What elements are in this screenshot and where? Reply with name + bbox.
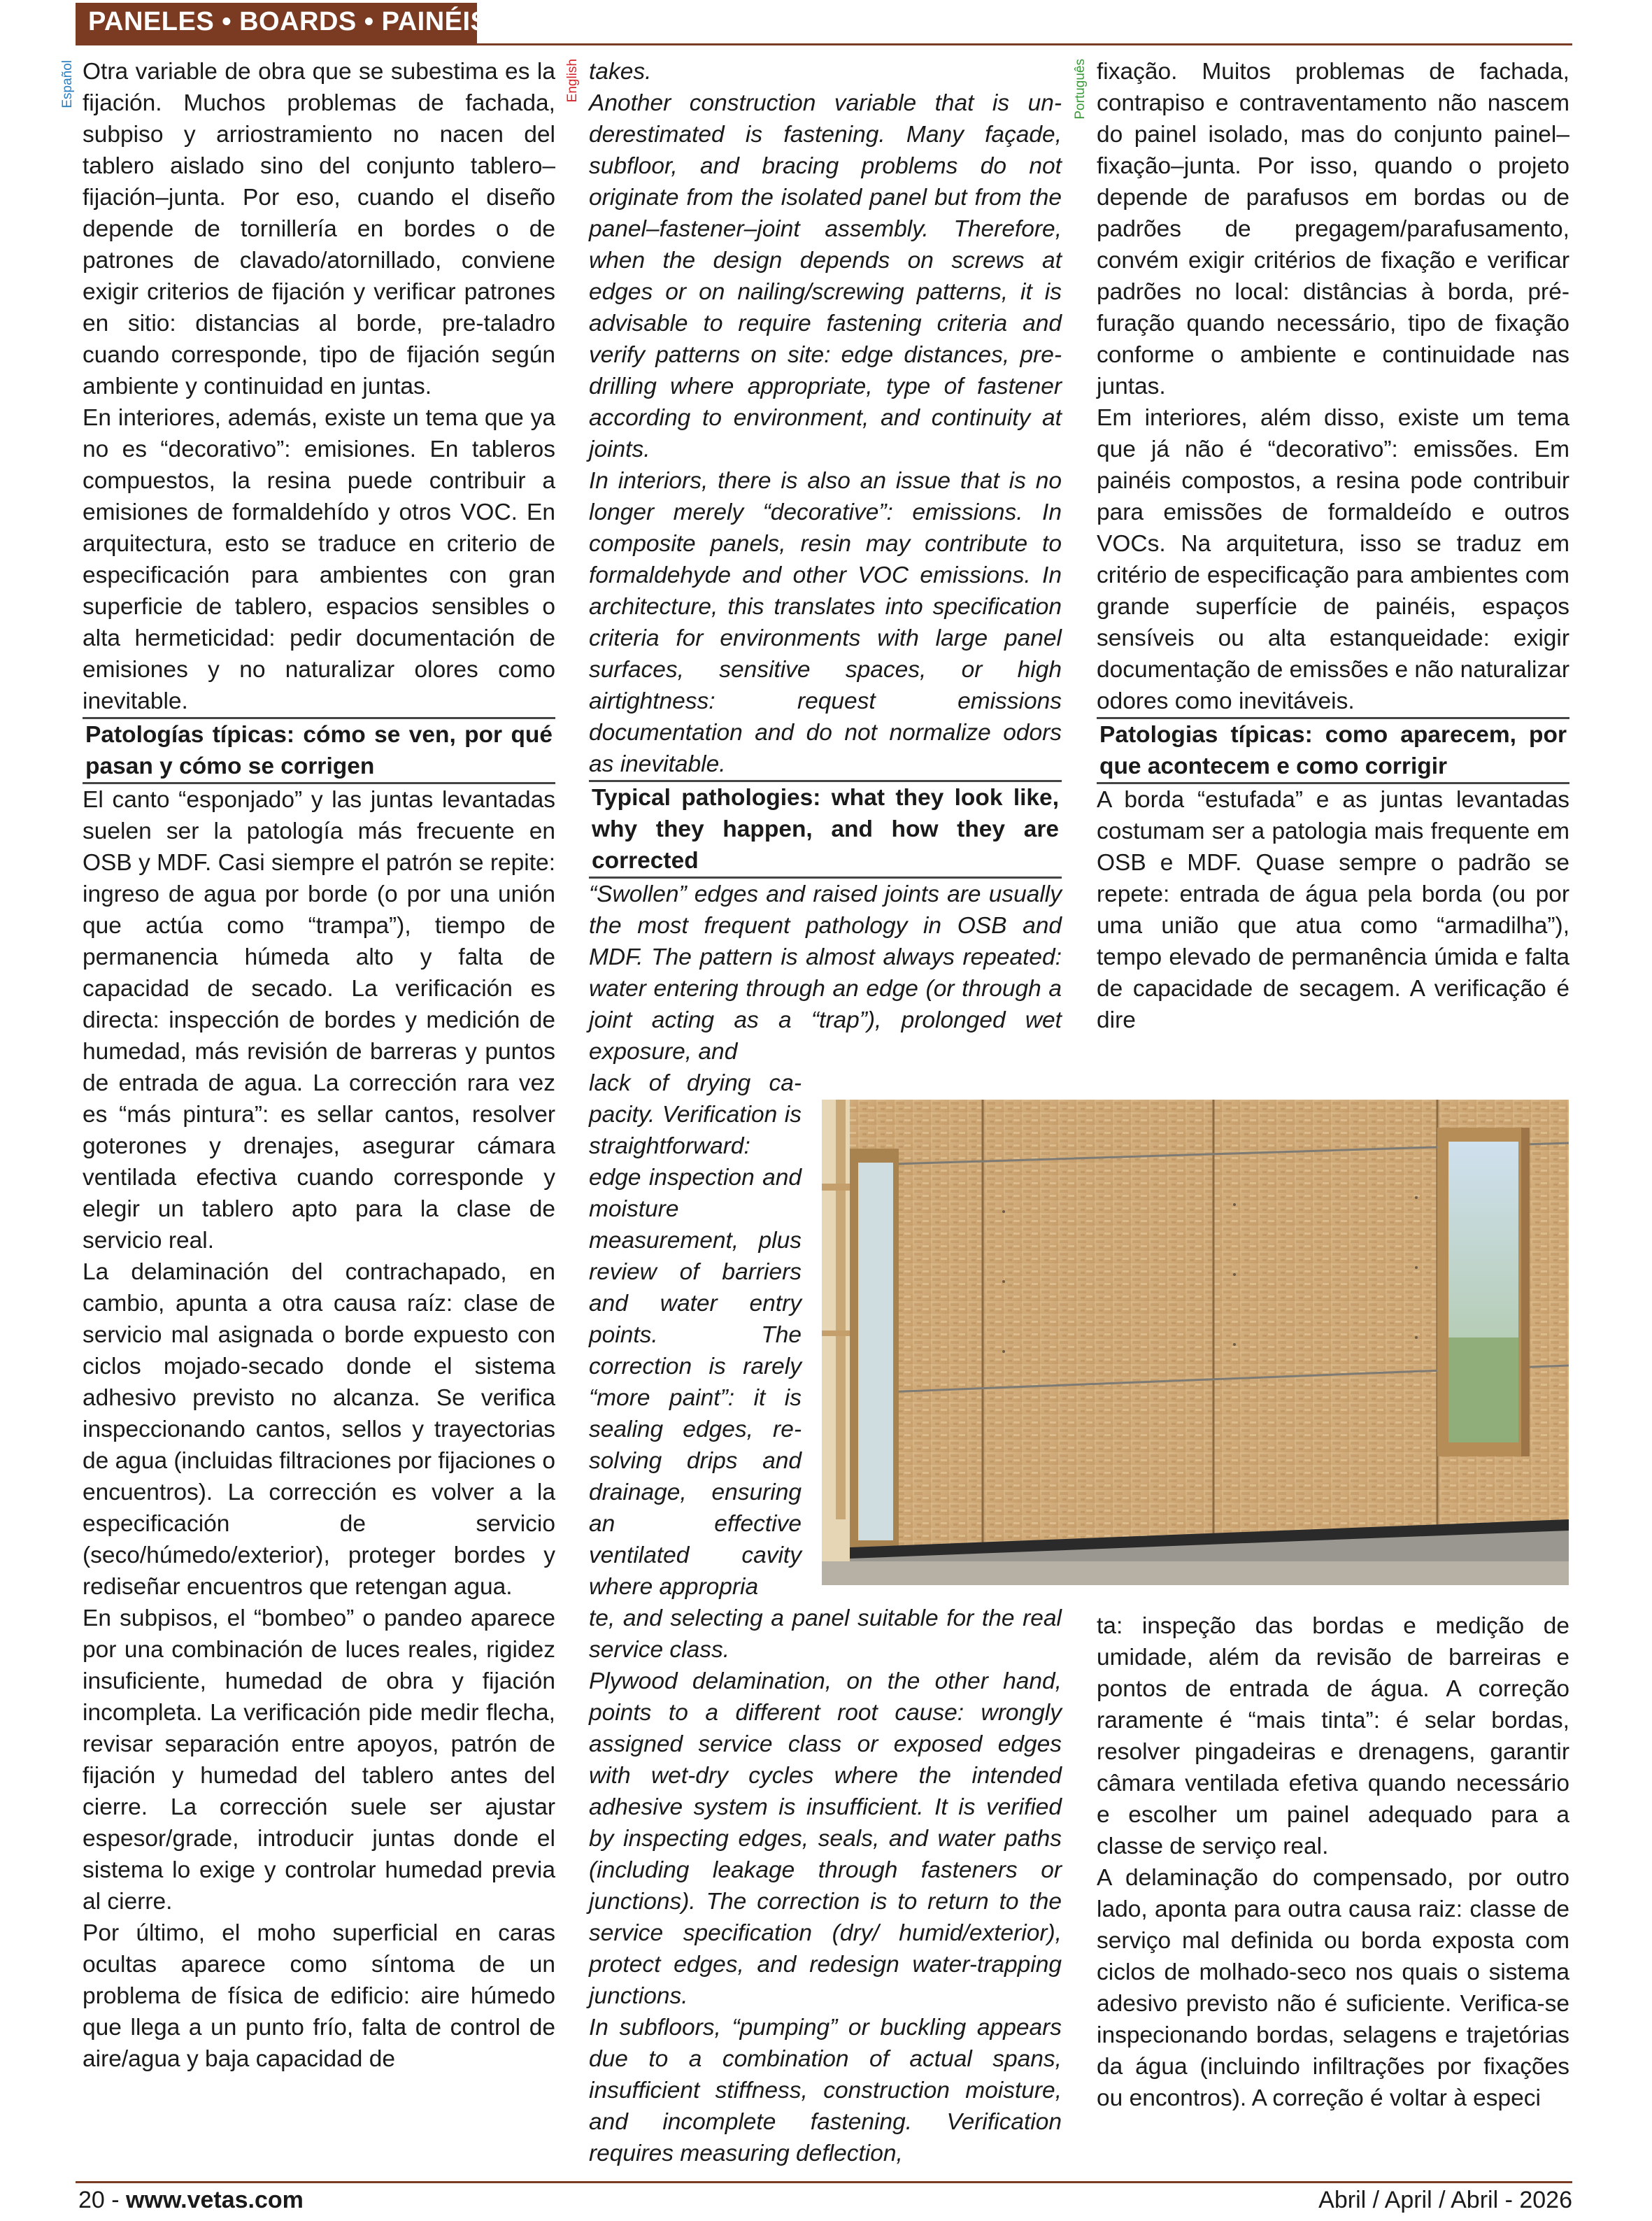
osb-wall-photo: [822, 1100, 1569, 1585]
en-paragraph-3a: “Swollen” edges and raised joints are usually the most frequent pathology in OSB and MDF. The pattern is almost always repeated: water entering through an edge (or through a joint acting as a “trap”), prolonged wet exposure, and: [589, 881, 1062, 1065]
es-paragraph-1: Otra variable de obra que se subestima es la fijación. Muchos problemas de fachada, subpiso y arriostramiento no nacen del tablero aislado sino del conjunto tablero–fijación–junta. Por eso, cuando el diseño depende de tornillería en bordes o de patrones de clavado/atornillado, conviene exigir criterios de fijación y verificar patrones en sitio: distancias al borde, pre-taladro cuando corresponde, tipo de fijación según ambiente y continuidad en juntas.: [83, 59, 555, 399]
column-portuguese: [1097, 56, 1569, 1036]
en-paragraph-3b: lack of drying capacity. Verification is straightforward: edge inspection and moisture measurement, plus review of barriers and water entry points. The correction is rarely “more paint”: it is sealing edges, resolving drips and drainage, ensuring an effective ventilated cavity where appropria: [589, 1070, 802, 1600]
es-paragraph-5: En subpisos, el “bombeo” o pandeo aparece por una combinación de luces reales, rigidez insuficiente, humedad de obra y fijación incompleta. La verificación pide medir flecha, revisar separación entre apoyos, patrón de fijación y humedad del tablero antes del cierre. La corrección suele ser ajustar espesor/grade, introducir juntas donde el sistema lo exige y controlar humedad previa al cierre.: [83, 1605, 555, 1915]
en-subheading: Typical pathologies: what they look like, why they happen, and how they are corrected: [589, 780, 1062, 879]
site-link[interactable]: www.vetas.com: [126, 2187, 304, 2213]
footer-page-site: [78, 2187, 304, 2214]
es-paragraph-3: El canto “esponjado” y las juntas levantadas suelen ser la patología más frecuente en OSB y MDF. Casi siempre el patrón se repite: ingreso de agua por borde (o por una unión que actúa como “trampa”), tiempo de permanencia húmeda alto y falta de capacidad de secado. La verificación es directa: inspección de bordes y medición de humedad, más revisión de barreras y puntos de entrada de agua. La corrección rara vez es “más pintura”: es sellar cantos, resolver goterones y drenajes, asegurar cámara ventilada efectiva cuando corresponde y elegir un tablero apto para la clase de servicio real.: [83, 787, 555, 1254]
lang-tag-pt: Português: [1073, 59, 1088, 120]
column-spanish: [83, 56, 555, 2075]
en-paragraph-0: takes.: [589, 59, 652, 85]
en-paragraph-5: In subfloors, “pumping” or buckling appears due to a combination of actual spans, insufficient stiffness, construction moisture, and incomplete fastening. Verification requires measuring deflection,: [589, 2015, 1062, 2166]
pt-paragraph-2: Em interiores, além disso, existe um tema que já não é “decorativo”: emissões. Em painéis compostos, a resina pode contribuir para emissões de formaldeído e outros VOCs. Na arquitetura, isso se traduz em critério de especificação para ambientes com grande superfície de painéis, espaços sensíveis ou alta estanqueidade: exigir documentação de emissões e não naturalizar odores como inevitáveis.: [1097, 405, 1569, 714]
lang-tag-es: Español: [60, 60, 75, 108]
page-number: 20 -: [78, 2187, 127, 2213]
pt-paragraph-1: fixação. Muitos problemas de fachada, contrapiso e contraventamento não nascem do painel isolado, mas do conjunto painel–fixação–junta. Por isso, quando o projeto depende de parafusos em bordas ou de padrões de pregagem/parafusamento, convém exigir critérios de fixação e verificar padrões no local: distâncias à borda, pré-furação quando necessário, tipo de fixação conforme o ambiente e continuidade nas juntas.: [1097, 59, 1569, 399]
footer-date: Abril / April / Abril - 2026: [1318, 2187, 1572, 2213]
pt-paragraph-4: A delaminação do compensado, por outro lado, aponta para outra causa raiz: classe de serviço mal definida ou borda exposta com ciclos de molhado-seco nos quais o sistema adesivo previsto não é suficiente. Verifica-se inspecionando bordas, selagens e trajetórias da água (incluindo infiltrações por fixações ou encontros). A correção é voltar à especi: [1097, 1865, 1569, 2111]
es-paragraph-2: En interiores, además, existe un tema que ya no es “decorativo”: emisiones. En tableros compuestos, la resina puede contribuir a emisiones de formaldehído y otros VOC. En arquitectura, esto se traduce en criterio de especificación para ambientes con gran superficie de tablero, espacios sensibles o alta hermeticidad: pedir documentación de emisiones y no naturalizar olores como inevitable.: [83, 405, 555, 714]
en-paragraph-3c: te, and selecting a panel suitable for the real service class.: [589, 1605, 1062, 1663]
es-subheading: Patologías típicas: cómo se ven, por qué pasan y cómo se corrigen: [83, 717, 555, 784]
es-paragraph-6: Por último, el moho superficial en caras ocultas aparece como síntoma de un problema de física de edificio: aire húmedo que llega a un punto frío, falta de control de aire/agua y baja capacidad de: [83, 1920, 555, 2072]
lang-tag-en: English: [565, 59, 580, 103]
column-portuguese-lower: [1097, 1610, 1569, 2114]
en-paragraph-1: Another construction variable that is underestimated is fastening. Many façade, subfloor, and bracing problems do not originate from the isolated panel but from the panel–fastener–joint assembly. Therefore, when the design depends on screws at edges or on nailing/screwing patterns, it is advisable to require fastening criteria and verify patterns on site: edge distances, pre-drilling where appropriate, type of fastener according to environment, and continuity at joints.: [589, 90, 1062, 462]
es-paragraph-4: La delaminación del contrachapado, en cambio, apunta a otra causa raíz: clase de servicio mal asignada o borde expuesto con ciclos mojado-secado donde el sistema adhesivo previsto no alcanza. Se verifica inspeccionando cantos, sellos y trayectorias de agua (incluidas filtraciones por fijaciones o encuentros). La corrección es volver a la especificación de servicio (seco/húmedo/exterior), proteger bordes y rediseñar encuentros que retengan agua.: [83, 1259, 555, 1600]
en-paragraph-2: In interiors, there is also an issue that is no longer merely “decorative”: emissions. In composite panels, resin may contribute to formaldehyde and other VOC emissions. In architecture, this translates into specification criteria for environments with large panel surfaces, sensitive spaces, or high airtightness: request emissions documentation and do not normalize odors as inevitable.: [589, 468, 1062, 777]
pt-subheading: Patologias típicas: como aparecem, por que acontecem e como corrigir: [1097, 717, 1569, 784]
section-header: [76, 3, 489, 43]
pt-paragraph-3b: ta: inspeção das bordas e medição de umidade, além da revisão de barreiras e pontos de entrada de água. A correção raramente é “mais tinta”: é selar bordas, resolver pingadeiras e drenagens, garantir câmara ventilada efetiva quando necessário e escolher um painel adequado para a classe de serviço real.: [1097, 1613, 1569, 1859]
footer-rule: [76, 2181, 1572, 2183]
header-rule: [76, 43, 1572, 45]
section-title: PANELES • BOARDS • PAINÉIS: [88, 7, 489, 36]
pt-paragraph-3a: A borda “estufada” e as juntas levantadas costumam ser a patologia mais frequente em OSB e MDF. Quase sempre o padrão se repete: entrada de água pela borda (ou por uma união que atua como “armadilha”), tempo elevado de permanência úmida e falta de capacidade de secagem. A verificação é dire: [1097, 787, 1569, 1033]
en-paragraph-4: Plywood delamination, on the other hand, points to a different root cause: wrongly assigned service class or exposed edges with wet-dry cycles where the intended adhesive system is insufficient. It is verified by inspecting edges, seals, and water paths (including leakage through fasteners or junctions). The correction is to return to the service specification (dry/ humid/exterior), protect edges, and redesign water-trapping junctions.: [589, 1668, 1062, 2009]
